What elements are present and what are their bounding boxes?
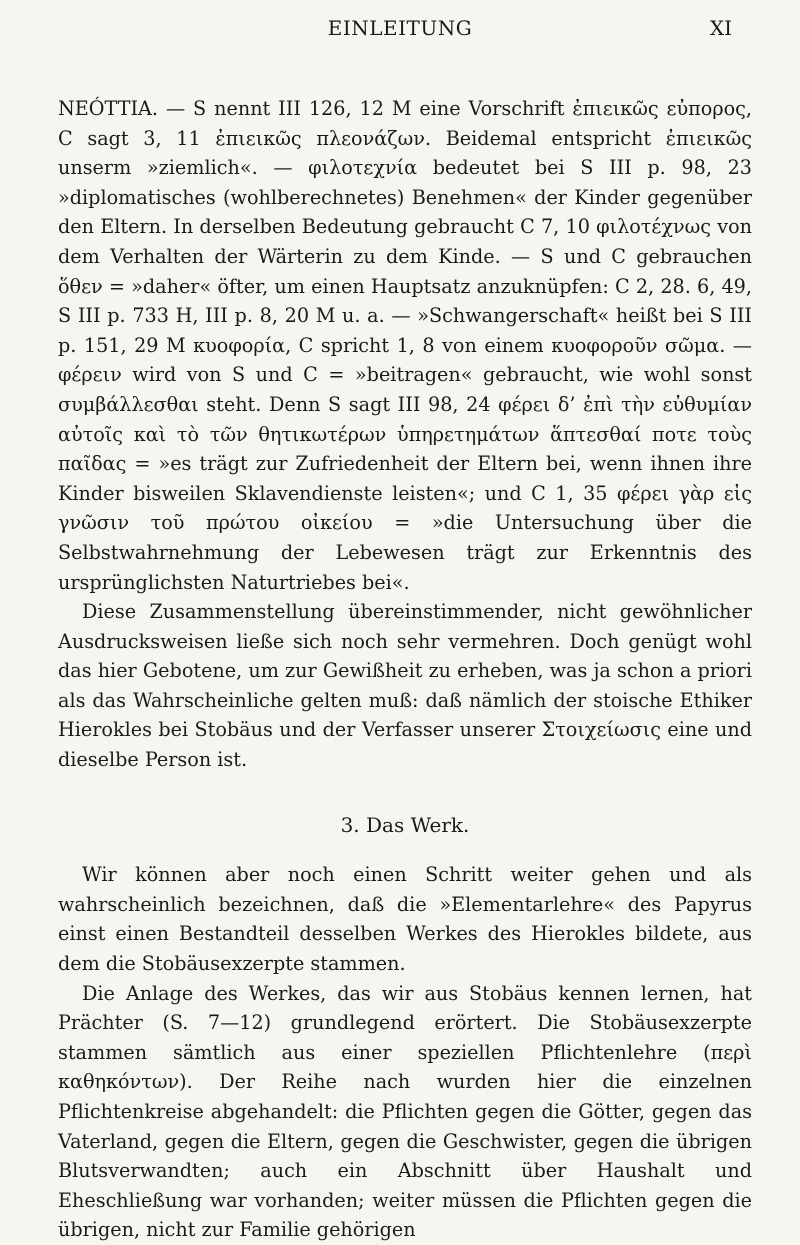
running-title: EINLEITUNG [327,16,473,40]
paragraph-conclusion: Diese Zusammenstellung übereinstimmender, nicht gewöhnlicher Ausdrucksweisen ließe sich noch sehr vermehren. Doch genügt wohl das hier Gebotene, um zur Gewißheit zu erheben, was ja schon a priori als das Wahrscheinliche gelten muß: daß nämlich der stoische Ethiker Hierokles bei Stobäus und der Verfasser unserer Στοιχείωσις eine und dieselbe Person ist. [58,600,752,772]
page-header [0,0,800,60]
section-heading: 3. Das Werk. [340,812,470,837]
paragraph-word-parallels: NEÓTTIA. — S nennt III 126, 12 M eine Vorschrift ἐπιεικῶς εὐπορος, C sagt 3, 11 ἐπιεικῶς πλεονάζων. Beidemal entspricht ἐπιεικῶς unserm »ziemlich«. — φιλοτεχνία bedeutet bei S III p. 98, 23 »diplomatisches (wohlberechnetes) Benehmen« der Kinder gegenüber den Eltern. In derselben Bedeutung gebraucht C 7, 10 φιλοτέχνως von dem Verhalten der Wärterin zu dem Kinde. — S und C gebrauchen ὅθεν = »daher« öfter, um einen Hauptsatz anzuknüpfen: C 2, 28. 6, 49, S III p. 733 H, III p. 8, 20 M u. a. — »Schwangerschaft« heißt bei S III p. 151, 29 M κυοφορία, C spricht 1, 8 von einem κυοφοροῦν σῶμα. — φέρειν wird von S und C = »beitragen« gebraucht, wie wohl sonst συμβάλλεσθαι steht. Denn S sagt III 98, 24 φέρει δ’ ἐπὶ τὴν εὐθυμίαν αὐτοῖς καὶ τὸ τῶν θητικωτέρων ὑπηρετημάτων ἅπτεσθαί ποτε τοὺς παῖδας = »es trägt zur Zufriedenheit der Eltern bei, wenn ihnen ihre Kinder bisweilen Sklavendienste leisten«; und C 1, 35 φέρει γὰρ εἰς γνῶσιν τοῦ πρώτου οἰκείου = »die Untersuchung über die Selbstwahrnehmung der Lebewesen trägt zur Erkenntnis des ursprünglichsten Naturtriebes bei«. [58,97,752,594]
page-number: XI [709,16,732,40]
paragraph-work-2: Die Anlage des Werkes, das wir aus Stobäus kennen lernen, hat Prächter (S. 7—12) grundlegend erörtert. Die Stobäusexzerpte stammen sämtlich aus einer speziellen Pflichtenlehre (περὶ καθηκόντων). Der Reihe nach wurden hier die einzelnen Pflichtenkreise abgehandelt: die Pflichten gegen die Götter, gegen das Vaterland, gegen die Eltern, gegen die Geschwister, gegen die übrigen Blutsverwandten; auch ein Abschnitt über Haushalt und Eheschließung war vorhanden; weiter müssen die Pflichten gegen die übrigen, nicht zur Familie gehörigen [58,981,752,1242]
page-body [58,94,752,1245]
paragraph-work-1: Wir können aber noch einen Schritt weiter gehen und als wahrscheinlich bezeichnen, daß die »Elementarlehre« des Papyrus einst einen Bestandteil desselben Werkes des Hierokles bildete, aus dem die Stobäusexzerpte stammen. [58,863,752,976]
